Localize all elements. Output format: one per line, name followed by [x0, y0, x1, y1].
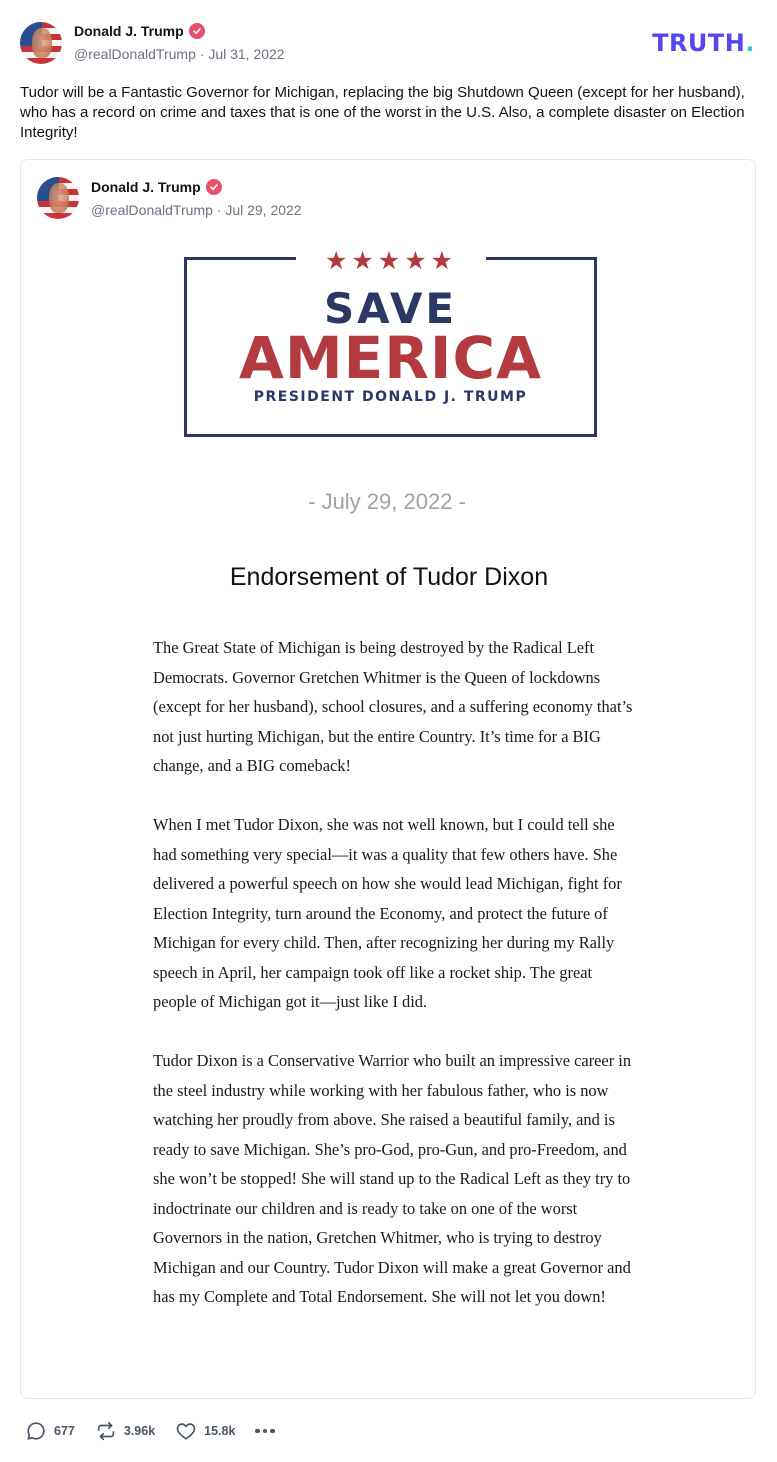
heart-icon	[175, 1420, 197, 1442]
more-icon[interactable]	[255, 1429, 275, 1434]
action-bar	[25, 1419, 275, 1443]
post-text: Tudor will be a Fantastic Governor for Michigan, replacing the big Shutdown Queen (except for her husband), who has a record on crime and taxes that is one of the worst in the U.S. Also, a complete disaster on Election Integrity!	[20, 84, 745, 141]
logo-dot: .	[745, 29, 755, 57]
badge-president-text: PRESIDENT DONALD J. TRUMP	[253, 389, 528, 405]
verified-badge-icon	[206, 179, 222, 195]
like-button[interactable]	[175, 1420, 235, 1442]
document-paragraph: The Great State of Michigan is being destroyed by the Radical Left Democrats. Governor Gretchen Whitmer is the Queen of lockdowns (except for her husband), school closures, and a suffering economy that’s not just hurting Michigan, but the entire Country. It’s time for a BIG change, and a BIG comeback!	[153, 638, 633, 775]
quoted-author-name[interactable]: Donald J. Trump	[91, 179, 201, 195]
stars-icon: ★★★★★	[324, 247, 458, 275]
meta-separator: ·	[199, 46, 205, 62]
retruth-count: 3.96k	[123, 1424, 156, 1438]
document-date: - July 29, 2022 -	[308, 489, 466, 514]
document-body	[153, 633, 633, 1341]
truth-logo[interactable]	[652, 29, 755, 57]
quoted-author-handle[interactable]: @realDonaldTrump	[91, 202, 213, 218]
post-meta	[74, 46, 285, 62]
document-title: Endorsement of Tudor Dixon	[229, 563, 549, 591]
reply-count: 677	[54, 1424, 75, 1438]
badge-america-text: AMERICA	[239, 324, 542, 392]
verified-badge-icon	[189, 23, 205, 39]
quoted-author-name-row	[91, 179, 222, 195]
meta-separator: ·	[216, 202, 222, 218]
like-count: 15.8k	[204, 1424, 236, 1438]
document-paragraph: When I met Tudor Dixon, she was not well known, but I could tell she had something very special—it was a quality that few others have. She delivered a powerful speech on how she would lead Michigan, fight for Election Integrity, turn around the Economy, and protect the future of Michigan for every child. Then, after recognizing her during my Rally speech in April, her campaign took off like a rocket ship. The great people of Michigan got it—just like I did.	[153, 815, 622, 1011]
document-paragraph: Tudor Dixon is a Conservative Warrior who built an impressive career in the steel industry while working with her fabulous father, who is now watching her proudly from above. She raised a beautiful family, and is ready to save Michigan. She’s pro-God, pro-Gun, and pro-Freedom, and she won’t be stopped! She will stand up to the Radical Left as they try to indoctrinate our children and is ready to take on one of the worst Governors in the nation, Gretchen Whitmer, who is trying to destroy Michigan and our Country. Tudor Dixon will make a great Governor and has my Complete and Total Endorsement. She will not let you down!	[153, 1051, 632, 1306]
author-name-row	[74, 23, 205, 39]
logo-text: TRUTH	[652, 29, 746, 57]
author-handle[interactable]: @realDonaldTrump	[74, 46, 196, 62]
quoted-post-date[interactable]: Jul 29, 2022	[225, 202, 302, 218]
badge-save-text: SAVE	[323, 284, 458, 333]
post-date[interactable]: Jul 31, 2022	[208, 46, 285, 62]
author-avatar[interactable]	[20, 22, 62, 64]
quoted-author-avatar[interactable]	[37, 177, 79, 219]
retruth-button[interactable]	[95, 1420, 155, 1442]
quoted-post-meta	[91, 202, 302, 218]
author-name[interactable]: Donald J. Trump	[74, 23, 184, 39]
retruth-icon	[95, 1420, 117, 1442]
reply-icon	[25, 1420, 47, 1442]
reply-button[interactable]	[25, 1420, 75, 1442]
